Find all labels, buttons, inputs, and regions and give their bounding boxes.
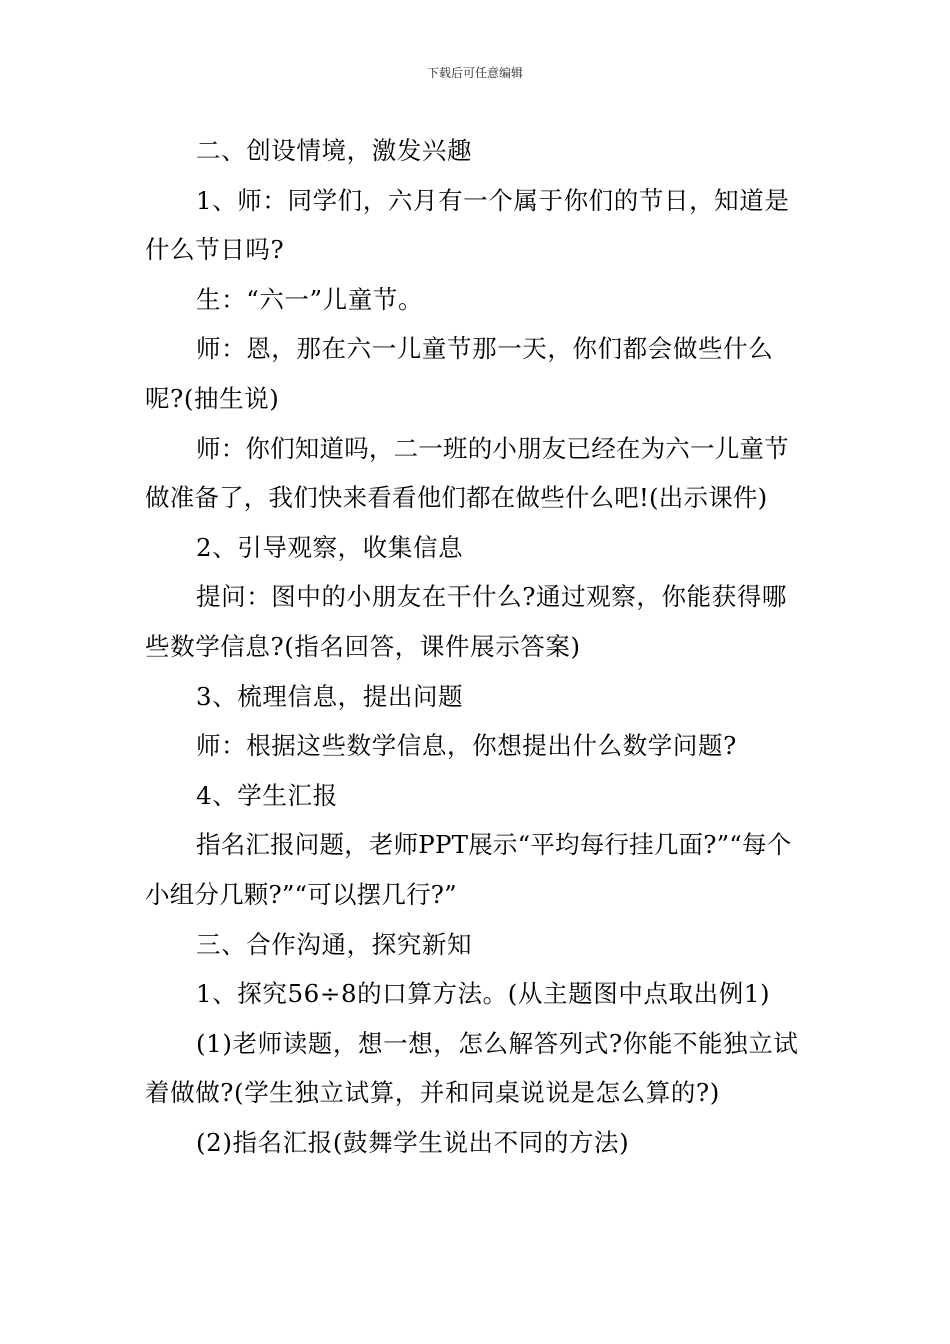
paragraph-step-1: (1)老师读题，想一想，怎么解答列式?你能不能独立试着做做?(学生独立试算，并和同桌说说是怎么算的?) bbox=[145, 1028, 799, 1108]
step-heading-observe: 2、引导观察，收集信息 bbox=[196, 532, 464, 562]
step-heading-report: 4、学生汇报 bbox=[196, 780, 338, 810]
section-heading-3: 三、合作沟通，探究新知 bbox=[196, 929, 473, 959]
paragraph-teacher-question: 1、师：同学们，六月有一个属于你们的节日，知道是什么节日吗? bbox=[145, 185, 790, 265]
paragraph-student-answer: 生：“六一”儿童节。 bbox=[196, 284, 424, 314]
paragraph-teacher-prompt: 师：根据这些数学信息，你想提出什么数学问题? bbox=[196, 731, 737, 761]
paragraph-step-2: (2)指名汇报(鼓舞学生说出不同的方法) bbox=[196, 1127, 630, 1157]
step-heading-organize: 3、梳理信息，提出问题 bbox=[196, 681, 464, 711]
page-header: 下载后可任意编辑 bbox=[426, 66, 523, 80]
paragraph-teacher-followup: 师：恩，那在六一儿童节那一天，你们都会做些什么呢?(抽生说) bbox=[145, 334, 774, 413]
paragraph-question: 提问：图中的小朋友在干什么?通过观察，你能获得哪些数学信息?(指名回答，课件展示答案) bbox=[145, 582, 788, 661]
paragraph-teacher-intro: 师：你们知道吗，二一班的小朋友已经在为六一儿童节做准备了，我们快来看看他们都在做些什么吧!(出示课件) bbox=[145, 433, 789, 513]
section-heading-2: 二、创设情境，激发兴趣 bbox=[196, 136, 473, 165]
document-body bbox=[145, 126, 810, 1167]
step-heading-explore: 1、探究56÷8的口算方法。(从主题图中点取出例1) bbox=[196, 979, 771, 1009]
paragraph-report: 指名汇报问题，老师PPT展示“平均每行挂几面?”“每个小组分几颗?”“可以摆几行?” bbox=[145, 830, 792, 909]
